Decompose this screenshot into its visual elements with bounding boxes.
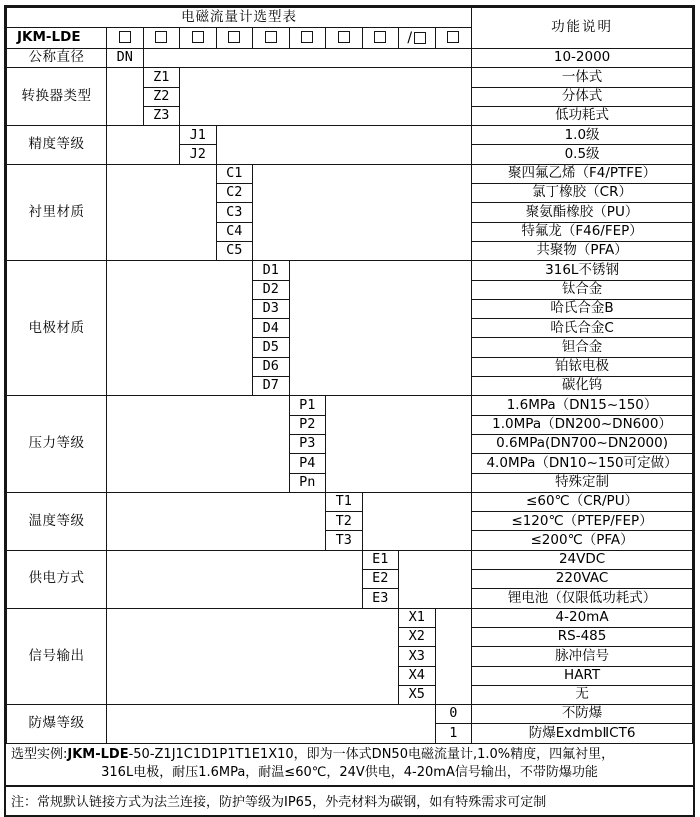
spacer-cell <box>107 550 363 608</box>
checkbox[interactable] <box>265 31 277 43</box>
code-cell: E1 <box>362 550 399 569</box>
desc-cell: 氯丁橡胶（CR） <box>472 184 693 203</box>
example-model: JKM-LDE <box>67 746 129 762</box>
spacer-cell <box>216 126 472 165</box>
desc-cell: 分体式 <box>472 87 693 106</box>
desc-cell: 220VAC <box>472 570 693 589</box>
code-cell: P4 <box>289 454 326 473</box>
code-cell: C1 <box>216 164 253 183</box>
code-cell: Z2 <box>143 87 180 106</box>
code-checkbox-cell <box>399 28 436 49</box>
desc-cell: 0.5级 <box>472 145 693 164</box>
code-cell: X2 <box>399 627 436 646</box>
checkbox[interactable] <box>374 31 386 43</box>
table-row <box>7 68 693 87</box>
desc-cell: 防爆ExdmbⅡCT6 <box>472 724 693 743</box>
section-label: 压力等级 <box>7 396 107 492</box>
code-cell: D7 <box>253 377 290 396</box>
desc-cell: 碳化钨 <box>472 377 693 396</box>
code-cell: D3 <box>253 299 290 318</box>
code-cell: 0 <box>435 705 472 724</box>
example-prefix: 选型实例: <box>11 746 68 762</box>
code-cell: C4 <box>216 222 253 241</box>
code-cell: X3 <box>399 647 436 666</box>
code-checkbox-cell <box>253 28 290 49</box>
selection-table <box>6 7 693 744</box>
checkbox[interactable] <box>338 31 350 43</box>
desc-cell: 聚氨酯橡胶（PU） <box>472 203 693 222</box>
table-row <box>7 8 693 28</box>
desc-cell: RS-485 <box>472 627 693 646</box>
checkbox[interactable] <box>447 31 459 43</box>
code-cell: J1 <box>180 126 217 145</box>
desc-cell: 316L不锈钢 <box>472 261 693 280</box>
spacer-cell <box>107 261 253 396</box>
desc-cell: 锂电池（仅限低功耗式） <box>472 589 693 608</box>
desc-cell: 24VDC <box>472 550 693 569</box>
code-cell: E2 <box>362 570 399 589</box>
desc-cell: 钛合金 <box>472 280 693 299</box>
section-label: 转换器类型 <box>7 68 107 126</box>
code-cell: DN <box>107 49 144 68</box>
example-rest: -50-Z1J1C1D1P1T1E1X10，即为一体式DN50电磁流量计,1.0%精度，四氟衬里， <box>128 746 615 762</box>
table-row <box>7 492 693 511</box>
section-label: 温度等级 <box>7 492 107 550</box>
code-cell: 1 <box>435 724 472 743</box>
table-row <box>7 164 693 183</box>
code-cell: D6 <box>253 357 290 376</box>
desc-cell: 无 <box>472 685 693 704</box>
code-cell: X4 <box>399 666 436 685</box>
model-prefix: JKM-LDE <box>7 28 107 49</box>
desc-cell: 1.6MPa（DN15~150） <box>472 396 693 415</box>
desc-cell: 1.0MPa（DN200~DN600） <box>472 415 693 434</box>
spacer-cell <box>107 68 144 126</box>
desc-cell: 哈氏合金B <box>472 299 693 318</box>
code-checkbox-cell <box>143 28 180 49</box>
selection-example <box>6 744 693 785</box>
table-title: 电磁流量计选型表 <box>7 8 472 28</box>
spacer-cell <box>107 126 180 165</box>
code-checkbox-cell <box>216 28 253 49</box>
code-cell: Z3 <box>143 106 180 125</box>
desc-cell: 脉冲信号 <box>472 647 693 666</box>
table-row <box>7 396 693 415</box>
table-row <box>7 705 693 724</box>
code-cell: T2 <box>326 512 363 531</box>
checkbox[interactable] <box>414 32 426 44</box>
table-row <box>7 550 693 569</box>
code-cell: T1 <box>326 492 363 511</box>
desc-cell: ≤120℃（PTEP/FEP） <box>472 512 693 531</box>
code-checkbox-cell <box>180 28 217 49</box>
section-label: 衬里材质 <box>7 164 107 260</box>
code-cell: P1 <box>289 396 326 415</box>
code-cell: J2 <box>180 145 217 164</box>
checkbox[interactable] <box>301 31 313 43</box>
table-row <box>7 49 693 68</box>
spacer-cell <box>107 164 217 260</box>
section-label: 公称直径 <box>7 49 107 68</box>
desc-cell: 低功耗式 <box>472 106 693 125</box>
desc-cell: 铂铱电极 <box>472 357 693 376</box>
table-row <box>7 261 693 280</box>
desc-cell: 4.0MPa（DN10~150可定做） <box>472 454 693 473</box>
code-cell: Pn <box>289 473 326 492</box>
desc-cell: ≤60℃（CR/PU） <box>472 492 693 511</box>
code-cell: D5 <box>253 338 290 357</box>
section-label: 信号输出 <box>7 608 107 704</box>
slash-separator: / <box>407 29 413 46</box>
code-cell: D1 <box>253 261 290 280</box>
code-cell: T3 <box>326 531 363 550</box>
spacer-cell <box>435 608 472 704</box>
spacer-cell <box>107 608 399 704</box>
selection-sheet <box>4 5 695 817</box>
checkbox[interactable] <box>192 31 204 43</box>
desc-cell: 一体式 <box>472 68 693 87</box>
spacer-cell <box>143 49 472 68</box>
table-row <box>7 126 693 145</box>
desc-cell: 共聚物（PFA） <box>472 241 693 260</box>
code-cell: P3 <box>289 434 326 453</box>
desc-cell: 钽合金 <box>472 338 693 357</box>
section-label: 供电方式 <box>7 550 107 608</box>
spacer-cell <box>180 68 472 126</box>
spacer-cell <box>399 550 472 608</box>
code-cell: C3 <box>216 203 253 222</box>
desc-cell: 10-2000 <box>472 49 693 68</box>
code-cell: Z1 <box>143 68 180 87</box>
code-checkbox-cell <box>107 28 144 49</box>
code-cell: C2 <box>216 184 253 203</box>
spacer-cell <box>289 261 472 396</box>
spacer-cell <box>107 492 326 550</box>
spacer-cell <box>107 396 290 492</box>
code-cell: X1 <box>399 608 436 627</box>
checkbox[interactable] <box>155 31 167 43</box>
section-label: 防爆等级 <box>7 705 107 744</box>
code-cell: E3 <box>362 589 399 608</box>
spacer-cell <box>326 396 472 492</box>
desc-cell: 特氟龙（F46/FEP） <box>472 222 693 241</box>
desc-cell: HART <box>472 666 693 685</box>
code-cell: P2 <box>289 415 326 434</box>
code-cell: X5 <box>399 685 436 704</box>
code-cell: C5 <box>216 241 253 260</box>
checkbox[interactable] <box>119 31 131 43</box>
desc-cell: 不防爆 <box>472 705 693 724</box>
checkbox[interactable] <box>228 31 240 43</box>
code-checkbox-cell <box>435 28 472 49</box>
code-cell: D2 <box>253 280 290 299</box>
desc-cell: 特殊定制 <box>472 473 693 492</box>
code-checkbox-cell <box>289 28 326 49</box>
code-checkbox-cell <box>362 28 399 49</box>
code-checkbox-cell <box>326 28 363 49</box>
spacer-cell <box>107 705 436 744</box>
footnote: 注：常规默认链接方式为法兰连接，防护等级为IP65，外壳材料为碳钢，如有特殊需求可定制 <box>6 785 693 815</box>
example-line1 <box>11 746 688 764</box>
section-label: 电极材质 <box>7 261 107 396</box>
example-line2: 316L电极，耐压1.6MPa，耐温≤60℃，24V供电，4-20mA信号输出，不带防爆功能 <box>101 764 598 780</box>
desc-cell: 哈氏合金C <box>472 319 693 338</box>
desc-cell: 1.0级 <box>472 126 693 145</box>
table-row <box>7 608 693 627</box>
section-label: 精度等级 <box>7 126 107 165</box>
desc-cell: ≤200℃（PFA） <box>472 531 693 550</box>
spacer-cell <box>253 164 472 260</box>
spacer-cell <box>362 492 472 550</box>
desc-cell: 聚四氟乙烯（F4/PTFE） <box>472 164 693 183</box>
function-column-header: 功能说明 <box>472 8 693 49</box>
code-cell: D4 <box>253 319 290 338</box>
desc-cell: 4-20mA <box>472 608 693 627</box>
desc-cell: 0.6MPa(DN700~DN2000) <box>472 434 693 453</box>
